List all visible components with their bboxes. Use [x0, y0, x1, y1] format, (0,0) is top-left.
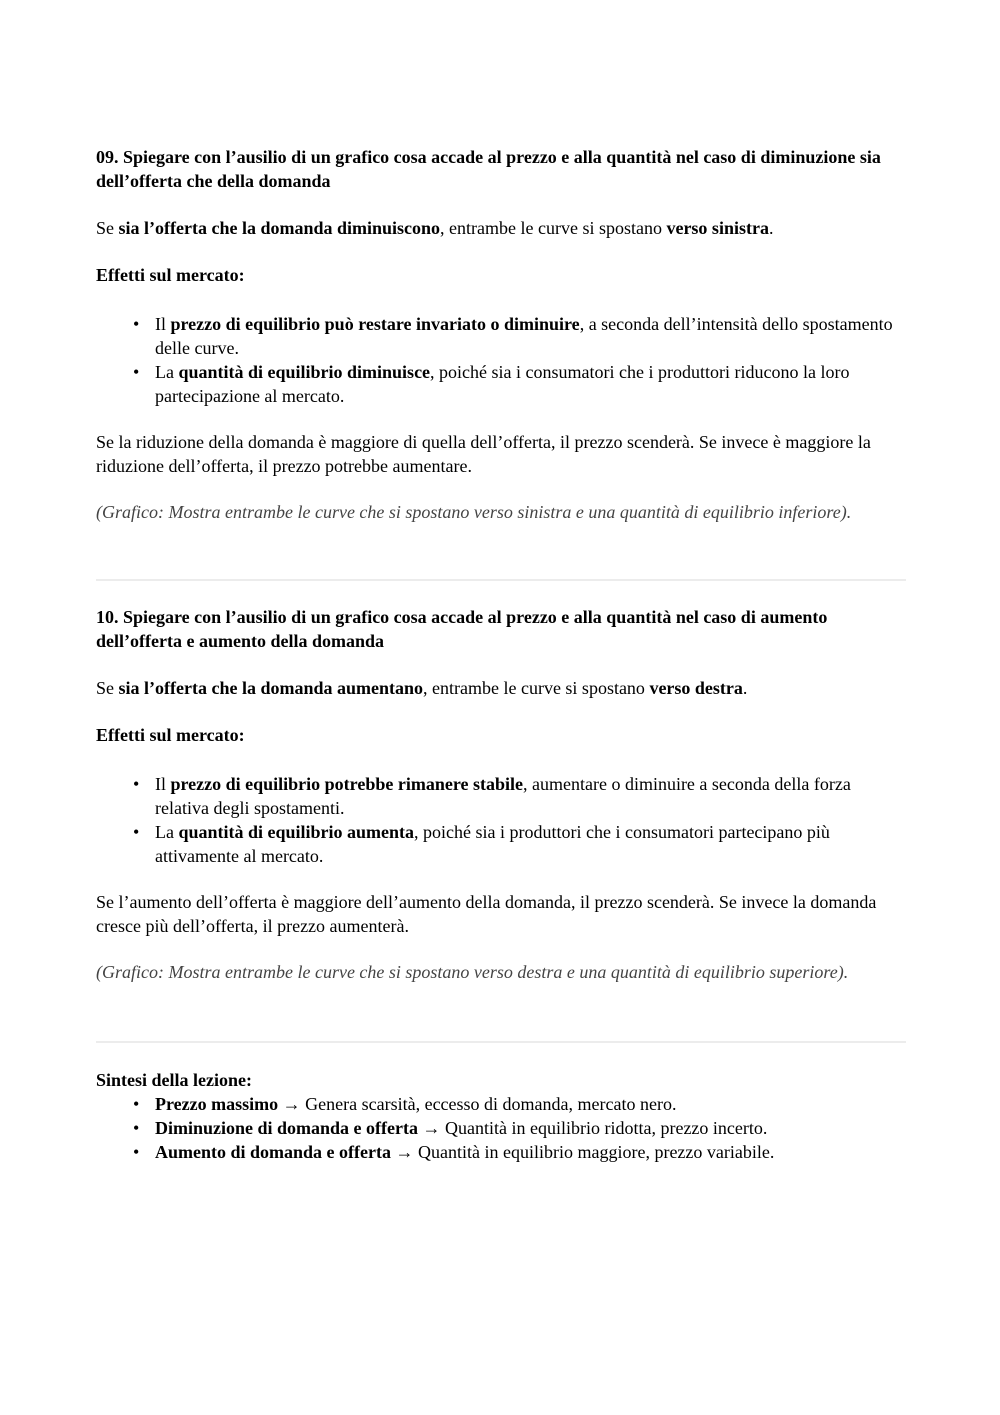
summary-section — [96, 1068, 908, 1164]
bullet-icon: • — [133, 362, 140, 382]
arrow-icon: → — [278, 1094, 306, 1114]
bullet-icon: • — [133, 1142, 140, 1162]
arrow-icon: → — [418, 1118, 445, 1138]
effects-label: Effetti sul mercato: — [96, 725, 245, 745]
bullet-icon: • — [133, 1118, 140, 1138]
bold-text: verso destra — [649, 678, 743, 698]
list-item: • Prezzo massimo → Genera scarsità, eccesso di domanda, mercato nero. — [133, 1094, 677, 1114]
bullet-icon: • — [133, 314, 140, 334]
divider — [96, 579, 906, 581]
list-item: • Diminuzione di domanda e offerta → Quantità in equilibrio ridotta, prezzo incerto. — [133, 1118, 768, 1138]
list-item: • Il prezzo di equilibrio può restare invariato o diminuire, a seconda dell’intensità dello spostamento delle curve. — [133, 314, 893, 358]
body-paragraph: Se la riduzione della domanda è maggiore di quella dell’offerta, il prezzo scenderà. Se invece è maggiore la riduzione dell’offerta, il prezzo potrebbe aumentare. — [96, 432, 871, 476]
section-10 — [96, 605, 908, 984]
list-item: • La quantità di equilibrio aumenta, poiché sia i produttori che i consumatori partecipano più attivamente al mercato. — [133, 822, 830, 866]
section-heading: 10. Spiegare con l’ausilio di un grafico cosa accade al prezzo e alla quantità nel caso di aumento dell’offerta e aumento della domanda — [96, 607, 828, 651]
bullet-icon: • — [133, 822, 140, 842]
list-item: • Aumento di domanda e offerta → Quantità in equilibrio maggiore, prezzo variabile. — [133, 1142, 775, 1162]
bold-text: sia l’offerta che la domanda aumentano — [118, 678, 423, 698]
arrow-icon: → — [391, 1142, 418, 1162]
effects-label: Effetti sul mercato: — [96, 265, 245, 285]
summary-list — [96, 1092, 908, 1164]
divider — [96, 1041, 906, 1043]
section-09 — [96, 145, 908, 524]
effects-list — [96, 312, 908, 408]
graph-note: (Grafico: Mostra entrambe le curve che si spostano verso destra e una quantità di equilibrio superiore). — [96, 962, 849, 982]
bullet-icon: • — [133, 774, 140, 794]
body-paragraph: Se l’aumento dell’offerta è maggiore dell’aumento della domanda, il prezzo scenderà. Se invece la domanda cresce più dell’offerta, il prezzo aumenterà. — [96, 892, 877, 936]
graph-note: (Grafico: Mostra entrambe le curve che si spostano verso sinistra e una quantità di equilibrio inferiore). — [96, 502, 852, 522]
intro-paragraph: Se sia l’offerta che la domanda diminuiscono, entrambe le curve si spostano verso sinistra. — [96, 218, 774, 238]
bold-text: verso sinistra — [666, 218, 769, 238]
summary-title: Sintesi della lezione: — [96, 1070, 252, 1090]
bullet-icon: • — [133, 1094, 140, 1114]
list-item: • Il prezzo di equilibrio potrebbe rimanere stabile, aumentare o diminuire a seconda della forza relativa degli spostamenti. — [133, 774, 851, 818]
section-heading: 09. Spiegare con l’ausilio di un grafico cosa accade al prezzo e alla quantità nel caso di diminuzione sia dell’offerta che della domanda — [96, 147, 881, 191]
intro-paragraph: Se sia l’offerta che la domanda aumentano, entrambe le curve si spostano verso destra. — [96, 678, 748, 698]
list-item: • La quantità di equilibrio diminuisce, poiché sia i consumatori che i produttori riducono la loro partecipazione al mercato. — [133, 362, 850, 406]
bold-text: sia l’offerta che la domanda diminuiscono — [118, 218, 441, 238]
effects-list — [96, 772, 908, 868]
